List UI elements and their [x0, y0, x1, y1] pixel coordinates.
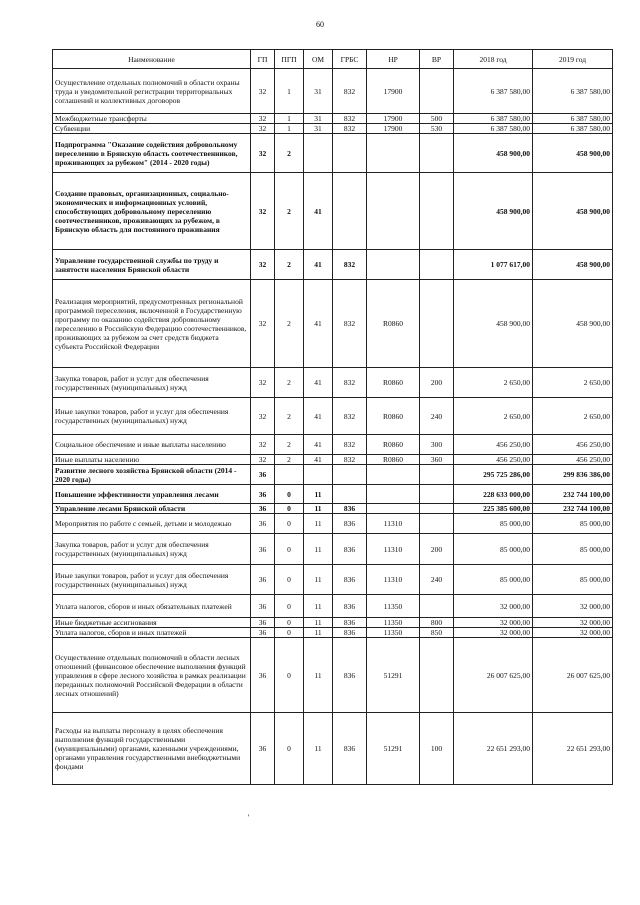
cell-grbs: 832	[333, 280, 367, 368]
cell-name: Реализация мероприятий, предусмотренных региональной программой переселения, включенной в Государственную программу по оказанию содействия добровольному переселению в Российскую Федерацию соотечественников, проживающих за рубежом за счет средств бюджета субъекта Российской Федерации	[53, 280, 251, 368]
table-row	[53, 618, 613, 628]
cell-vr: 800	[420, 618, 454, 628]
cell-y2019: 299 836 386,00	[533, 465, 613, 485]
cell-grbs: 832	[333, 398, 367, 435]
cell-nr	[367, 504, 420, 514]
table-row	[53, 638, 613, 713]
cell-y2018: 458 900,00	[454, 280, 533, 368]
cell-y2019: 458 900,00	[533, 250, 613, 280]
cell-name: Расходы на выплаты персоналу в целях обеспечения выполнения функций государственными (муниципальными) органами, казенными учреждениями, органами управления государственными внебюджетными фондами	[53, 713, 251, 785]
cell-vr: 240	[420, 565, 454, 595]
cell-y2019: 458 900,00	[533, 173, 613, 250]
cell-y2019: 456 250,00	[533, 435, 613, 455]
header-pgp: ПГП	[275, 50, 304, 69]
table-row	[53, 595, 613, 618]
cell-pgp: 0	[275, 638, 304, 713]
cell-name: Межбюджетные трансферты	[53, 114, 251, 124]
cell-gp: 32	[251, 250, 275, 280]
cell-pgp: 0	[275, 595, 304, 618]
cell-pgp: 0	[275, 628, 304, 638]
cell-om: 41	[304, 368, 333, 398]
cell-y2018: 32 000,00	[454, 628, 533, 638]
cell-grbs: 836	[333, 618, 367, 628]
cell-name: Мероприятия по работе с семьей, детьми и молодежью	[53, 514, 251, 534]
table-row	[53, 435, 613, 455]
cell-y2018: 26 007 625,00	[454, 638, 533, 713]
cell-grbs: 832	[333, 69, 367, 114]
cell-y2018: 2 650,00	[454, 368, 533, 398]
cell-om: 31	[304, 124, 333, 134]
header-nr: НР	[367, 50, 420, 69]
header-grbs: ГРБС	[333, 50, 367, 69]
table-body	[53, 69, 613, 785]
cell-om	[304, 465, 333, 485]
cell-name: Иные выплаты населению	[53, 455, 251, 465]
cell-pgp: 2	[275, 134, 304, 173]
cell-y2019: 32 000,00	[533, 628, 613, 638]
cell-nr: 11350	[367, 618, 420, 628]
cell-grbs: 832	[333, 435, 367, 455]
cell-vr	[420, 69, 454, 114]
cell-y2018: 228 633 000,00	[454, 485, 533, 504]
cell-om: 11	[304, 628, 333, 638]
cell-y2019: 2 650,00	[533, 368, 613, 398]
cell-pgp: 0	[275, 565, 304, 595]
cell-vr	[420, 465, 454, 485]
cell-grbs: 832	[333, 124, 367, 134]
cell-name: Закупка товаров, работ и услуг для обеспечения государственных (муниципальных) нужд	[53, 534, 251, 565]
cell-nr	[367, 173, 420, 250]
cell-y2019: 458 900,00	[533, 280, 613, 368]
cell-pgp: 0	[275, 504, 304, 514]
scan-mark: '	[248, 813, 250, 822]
cell-y2019: 32 000,00	[533, 595, 613, 618]
cell-y2019: 456 250,00	[533, 455, 613, 465]
cell-om: 11	[304, 618, 333, 628]
cell-name: Иные закупки товаров, работ и услуг для обеспечения государственных (муниципальных) нужд	[53, 565, 251, 595]
table-row	[53, 124, 613, 134]
cell-nr: 51291	[367, 713, 420, 785]
cell-y2019: 232 744 100,00	[533, 504, 613, 514]
cell-grbs: 836	[333, 504, 367, 514]
cell-grbs: 832	[333, 368, 367, 398]
cell-vr	[420, 638, 454, 713]
cell-gp: 32	[251, 398, 275, 435]
cell-pgp: 0	[275, 713, 304, 785]
table-row	[53, 368, 613, 398]
cell-gp: 32	[251, 114, 275, 124]
table-row	[53, 398, 613, 435]
cell-gp: 32	[251, 455, 275, 465]
cell-om: 31	[304, 114, 333, 124]
cell-name: Подпрограмма "Оказание содействия добровольному переселению в Брянскую область соотечественников, проживающих за рубежом" (2014 - 2020 годы)	[53, 134, 251, 173]
cell-y2019: 6 387 580,00	[533, 69, 613, 114]
cell-grbs: 832	[333, 455, 367, 465]
cell-name: Осуществление отдельных полномочий в области лесных отношений (финансовое обеспечение выполнения функций управления в сфере лесного хозяйства в рамках реализации переданных полномочий Российской Федерации в области лесных отношений)	[53, 638, 251, 713]
cell-vr	[420, 485, 454, 504]
cell-y2018: 85 000,00	[454, 534, 533, 565]
cell-pgp: 2	[275, 250, 304, 280]
cell-grbs: 832	[333, 250, 367, 280]
cell-om: 41	[304, 398, 333, 435]
cell-vr: 360	[420, 455, 454, 465]
cell-y2018: 6 387 580,00	[454, 114, 533, 124]
cell-om: 41	[304, 435, 333, 455]
cell-y2018: 1 077 617,00	[454, 250, 533, 280]
header-vr: ВР	[420, 50, 454, 69]
table-row	[53, 69, 613, 114]
cell-name: Иные закупки товаров, работ и услуг для обеспечения государственных (муниципальных) нужд	[53, 398, 251, 435]
budget-table	[52, 49, 613, 785]
cell-om	[304, 134, 333, 173]
cell-vr: 200	[420, 534, 454, 565]
cell-pgp: 1	[275, 114, 304, 124]
table-row	[53, 534, 613, 565]
cell-y2018: 32 000,00	[454, 618, 533, 628]
cell-y2018: 6 387 580,00	[454, 124, 533, 134]
cell-gp: 36	[251, 504, 275, 514]
cell-vr	[420, 173, 454, 250]
cell-name: Закупка товаров, работ и услуг для обеспечения государственных (муниципальных) нужд	[53, 368, 251, 398]
cell-pgp: 2	[275, 280, 304, 368]
cell-gp: 36	[251, 595, 275, 618]
cell-om: 11	[304, 595, 333, 618]
cell-name: Иные бюджетные ассигнования	[53, 618, 251, 628]
cell-name: Уплата налогов, сборов и иных платежей	[53, 628, 251, 638]
cell-gp: 36	[251, 565, 275, 595]
table-row	[53, 565, 613, 595]
cell-grbs	[333, 465, 367, 485]
cell-y2018: 22 651 293,00	[454, 713, 533, 785]
cell-gp: 36	[251, 534, 275, 565]
cell-pgp: 2	[275, 398, 304, 435]
cell-nr: 17900	[367, 69, 420, 114]
cell-vr: 240	[420, 398, 454, 435]
cell-pgp: 0	[275, 485, 304, 504]
header-name: Наименование	[53, 50, 251, 69]
cell-nr: 17900	[367, 114, 420, 124]
table-row	[53, 628, 613, 638]
cell-vr	[420, 514, 454, 534]
cell-vr	[420, 134, 454, 173]
cell-y2019: 85 000,00	[533, 514, 613, 534]
cell-vr: 500	[420, 114, 454, 124]
cell-nr	[367, 485, 420, 504]
cell-gp: 36	[251, 713, 275, 785]
cell-nr: R0860	[367, 455, 420, 465]
cell-om: 41	[304, 173, 333, 250]
cell-gp: 32	[251, 280, 275, 368]
cell-y2019: 458 900,00	[533, 134, 613, 173]
header-2019: 2019 год	[533, 50, 613, 69]
cell-gp: 32	[251, 368, 275, 398]
cell-pgp: 0	[275, 534, 304, 565]
cell-vr	[420, 250, 454, 280]
cell-y2018: 225 385 600,00	[454, 504, 533, 514]
cell-nr: 51291	[367, 638, 420, 713]
table-row	[53, 504, 613, 514]
table-row	[53, 514, 613, 534]
cell-nr: R0860	[367, 398, 420, 435]
table-row	[53, 455, 613, 465]
cell-vr: 850	[420, 628, 454, 638]
cell-gp: 36	[251, 514, 275, 534]
cell-y2019: 232 744 100,00	[533, 485, 613, 504]
table-row	[53, 250, 613, 280]
cell-om: 11	[304, 713, 333, 785]
cell-y2018: 456 250,00	[454, 435, 533, 455]
table-row	[53, 280, 613, 368]
cell-nr: 11310	[367, 514, 420, 534]
header-gp: ГП	[251, 50, 275, 69]
cell-pgp: 2	[275, 435, 304, 455]
cell-om: 41	[304, 280, 333, 368]
cell-y2019: 26 007 625,00	[533, 638, 613, 713]
cell-grbs	[333, 485, 367, 504]
cell-om: 11	[304, 638, 333, 713]
cell-name: Субвенции	[53, 124, 251, 134]
cell-vr: 100	[420, 713, 454, 785]
page-number: 60	[316, 20, 324, 29]
cell-nr	[367, 134, 420, 173]
cell-om: 11	[304, 534, 333, 565]
table-row	[53, 134, 613, 173]
cell-y2018: 32 000,00	[454, 595, 533, 618]
cell-om: 31	[304, 69, 333, 114]
cell-nr	[367, 465, 420, 485]
cell-grbs: 836	[333, 514, 367, 534]
cell-y2019: 85 000,00	[533, 534, 613, 565]
table-row	[53, 465, 613, 485]
cell-nr: R0860	[367, 368, 420, 398]
cell-y2018: 2 650,00	[454, 398, 533, 435]
cell-name: Управление лесами Брянской области	[53, 504, 251, 514]
cell-gp: 32	[251, 69, 275, 114]
cell-vr: 200	[420, 368, 454, 398]
cell-y2019: 85 000,00	[533, 565, 613, 595]
cell-pgp: 0	[275, 514, 304, 534]
cell-om: 11	[304, 565, 333, 595]
cell-y2019: 2 650,00	[533, 398, 613, 435]
cell-nr: 17900	[367, 124, 420, 134]
cell-y2018: 85 000,00	[454, 514, 533, 534]
cell-name: Управление государственной службы по труду и занятости населения Брянской области	[53, 250, 251, 280]
cell-gp: 36	[251, 485, 275, 504]
cell-grbs	[333, 134, 367, 173]
cell-om: 11	[304, 504, 333, 514]
cell-y2019: 6 387 580,00	[533, 114, 613, 124]
cell-name: Уплата налогов, сборов и иных обязательных платежей	[53, 595, 251, 618]
cell-y2018: 458 900,00	[454, 134, 533, 173]
cell-name: Социальное обеспечение и иные выплаты населению	[53, 435, 251, 455]
cell-nr	[367, 250, 420, 280]
cell-y2018: 85 000,00	[454, 565, 533, 595]
table-row	[53, 485, 613, 504]
cell-gp: 36	[251, 618, 275, 628]
cell-pgp	[275, 465, 304, 485]
cell-pgp: 2	[275, 455, 304, 465]
table-row	[53, 713, 613, 785]
cell-pgp: 1	[275, 69, 304, 114]
cell-pgp: 1	[275, 124, 304, 134]
cell-y2019: 32 000,00	[533, 618, 613, 628]
cell-gp: 36	[251, 628, 275, 638]
cell-vr	[420, 280, 454, 368]
table-row	[53, 114, 613, 124]
cell-vr	[420, 504, 454, 514]
cell-grbs: 836	[333, 565, 367, 595]
header-2018: 2018 год	[454, 50, 533, 69]
cell-gp: 32	[251, 134, 275, 173]
cell-grbs: 836	[333, 595, 367, 618]
cell-om: 11	[304, 485, 333, 504]
cell-name: Развитие лесного хозяйства Брянской области (2014 - 2020 годы)	[53, 465, 251, 485]
cell-y2018: 295 725 286,00	[454, 465, 533, 485]
cell-y2019: 22 651 293,00	[533, 713, 613, 785]
cell-gp: 32	[251, 435, 275, 455]
cell-name: Осуществление отдельных полномочий в области охраны труда и уведомительной регистрации территориальных соглашений и коллективных договоров	[53, 69, 251, 114]
cell-grbs: 832	[333, 114, 367, 124]
cell-vr: 530	[420, 124, 454, 134]
cell-gp: 36	[251, 638, 275, 713]
cell-y2019: 6 387 580,00	[533, 124, 613, 134]
cell-gp: 36	[251, 465, 275, 485]
cell-nr: R0860	[367, 280, 420, 368]
cell-grbs: 836	[333, 534, 367, 565]
cell-nr: 11350	[367, 628, 420, 638]
cell-y2018: 458 900,00	[454, 173, 533, 250]
header-row	[53, 50, 613, 69]
cell-grbs: 836	[333, 638, 367, 713]
cell-pgp: 2	[275, 173, 304, 250]
cell-nr: 11310	[367, 534, 420, 565]
cell-nr: R0860	[367, 435, 420, 455]
header-om: ОМ	[304, 50, 333, 69]
table-row	[53, 173, 613, 250]
cell-name: Создание правовых, организационных, социально-экономических и информационных условий, способствующих добровольному переселению соотечественников, проживающих за рубежом, в Брянскую область для постоянного проживания	[53, 173, 251, 250]
cell-y2018: 6 387 580,00	[454, 69, 533, 114]
cell-om: 41	[304, 250, 333, 280]
cell-vr	[420, 595, 454, 618]
cell-pgp: 0	[275, 618, 304, 628]
cell-pgp: 2	[275, 368, 304, 398]
cell-grbs: 836	[333, 713, 367, 785]
cell-gp: 32	[251, 124, 275, 134]
cell-gp: 32	[251, 173, 275, 250]
cell-nr: 11350	[367, 595, 420, 618]
cell-om: 41	[304, 455, 333, 465]
cell-y2018: 456 250,00	[454, 455, 533, 465]
cell-grbs: 836	[333, 628, 367, 638]
cell-vr: 300	[420, 435, 454, 455]
cell-om: 11	[304, 514, 333, 534]
cell-nr: 11310	[367, 565, 420, 595]
cell-grbs	[333, 173, 367, 250]
cell-name: Повышение эффективности управления лесами	[53, 485, 251, 504]
